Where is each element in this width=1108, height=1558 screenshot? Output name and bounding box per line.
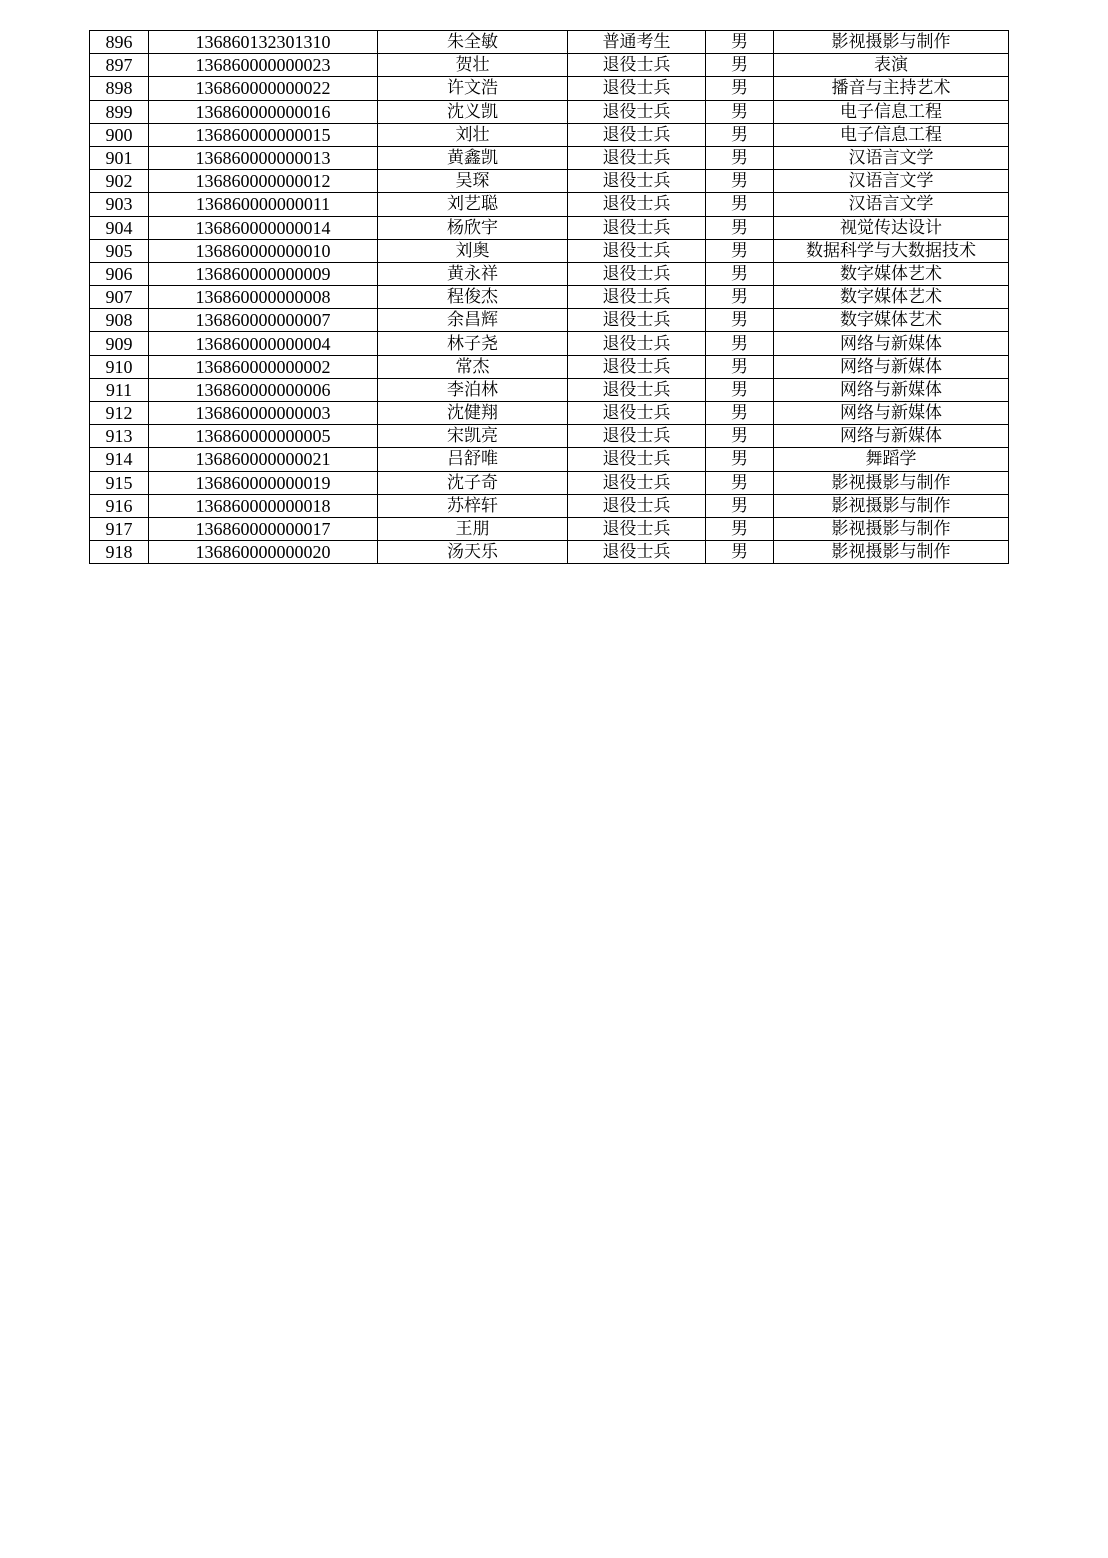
student-name-cell: 刘艺聪 bbox=[378, 193, 568, 216]
category-cell: 退役士兵 bbox=[568, 54, 706, 77]
seq-cell: 910 bbox=[90, 355, 149, 378]
student-name-cell: 林子尧 bbox=[378, 332, 568, 355]
table-row bbox=[90, 378, 1009, 401]
major-cell: 网络与新媒体 bbox=[774, 425, 1009, 448]
table-row bbox=[90, 448, 1009, 471]
exam-number-cell: 136860000000015 bbox=[149, 123, 378, 146]
table-row bbox=[90, 471, 1009, 494]
gender-cell: 男 bbox=[706, 239, 774, 262]
seq-cell: 902 bbox=[90, 170, 149, 193]
gender-cell: 男 bbox=[706, 541, 774, 564]
seq-cell: 914 bbox=[90, 448, 149, 471]
seq-cell: 900 bbox=[90, 123, 149, 146]
major-cell: 数字媒体艺术 bbox=[774, 309, 1009, 332]
gender-cell: 男 bbox=[706, 309, 774, 332]
table-row bbox=[90, 100, 1009, 123]
exam-number-cell: 136860000000009 bbox=[149, 262, 378, 285]
exam-number-cell: 136860000000007 bbox=[149, 309, 378, 332]
major-cell: 视觉传达设计 bbox=[774, 216, 1009, 239]
gender-cell: 男 bbox=[706, 54, 774, 77]
category-cell: 退役士兵 bbox=[568, 216, 706, 239]
seq-cell: 896 bbox=[90, 31, 149, 54]
table-row bbox=[90, 541, 1009, 564]
major-cell: 网络与新媒体 bbox=[774, 332, 1009, 355]
seq-cell: 904 bbox=[90, 216, 149, 239]
table-row bbox=[90, 54, 1009, 77]
category-cell: 退役士兵 bbox=[568, 517, 706, 540]
gender-cell: 男 bbox=[706, 378, 774, 401]
table-row bbox=[90, 309, 1009, 332]
student-name-cell: 常杰 bbox=[378, 355, 568, 378]
category-cell: 退役士兵 bbox=[568, 77, 706, 100]
gender-cell: 男 bbox=[706, 77, 774, 100]
student-name-cell: 黄永祥 bbox=[378, 262, 568, 285]
exam-number-cell: 136860000000021 bbox=[149, 448, 378, 471]
seq-cell: 898 bbox=[90, 77, 149, 100]
table-row bbox=[90, 286, 1009, 309]
major-cell: 汉语言文学 bbox=[774, 170, 1009, 193]
table-row bbox=[90, 216, 1009, 239]
seq-cell: 917 bbox=[90, 517, 149, 540]
seq-cell: 907 bbox=[90, 286, 149, 309]
major-cell: 网络与新媒体 bbox=[774, 378, 1009, 401]
gender-cell: 男 bbox=[706, 402, 774, 425]
category-cell: 退役士兵 bbox=[568, 170, 706, 193]
major-cell: 数字媒体艺术 bbox=[774, 286, 1009, 309]
major-cell: 数字媒体艺术 bbox=[774, 262, 1009, 285]
category-cell: 退役士兵 bbox=[568, 332, 706, 355]
student-name-cell: 宋凯亮 bbox=[378, 425, 568, 448]
exam-number-cell: 136860000000004 bbox=[149, 332, 378, 355]
category-cell: 退役士兵 bbox=[568, 146, 706, 169]
exam-number-cell: 136860000000005 bbox=[149, 425, 378, 448]
seq-cell: 915 bbox=[90, 471, 149, 494]
student-name-cell: 沈健翔 bbox=[378, 402, 568, 425]
category-cell: 退役士兵 bbox=[568, 378, 706, 401]
category-cell: 退役士兵 bbox=[568, 471, 706, 494]
table-row bbox=[90, 123, 1009, 146]
major-cell: 影视摄影与制作 bbox=[774, 494, 1009, 517]
gender-cell: 男 bbox=[706, 216, 774, 239]
exam-number-cell: 136860000000013 bbox=[149, 146, 378, 169]
major-cell: 网络与新媒体 bbox=[774, 402, 1009, 425]
exam-number-cell: 136860000000014 bbox=[149, 216, 378, 239]
gender-cell: 男 bbox=[706, 332, 774, 355]
student-name-cell: 贺壮 bbox=[378, 54, 568, 77]
category-cell: 退役士兵 bbox=[568, 239, 706, 262]
student-name-cell: 李泊林 bbox=[378, 378, 568, 401]
student-name-cell: 沈义凯 bbox=[378, 100, 568, 123]
category-cell: 退役士兵 bbox=[568, 309, 706, 332]
gender-cell: 男 bbox=[706, 494, 774, 517]
gender-cell: 男 bbox=[706, 425, 774, 448]
category-cell: 退役士兵 bbox=[568, 123, 706, 146]
gender-cell: 男 bbox=[706, 123, 774, 146]
major-cell: 汉语言文学 bbox=[774, 146, 1009, 169]
category-cell: 普通考生 bbox=[568, 31, 706, 54]
gender-cell: 男 bbox=[706, 448, 774, 471]
seq-cell: 909 bbox=[90, 332, 149, 355]
gender-cell: 男 bbox=[706, 193, 774, 216]
table-body bbox=[90, 31, 1009, 564]
student-name-cell: 吕舒唯 bbox=[378, 448, 568, 471]
category-cell: 退役士兵 bbox=[568, 286, 706, 309]
gender-cell: 男 bbox=[706, 170, 774, 193]
student-name-cell: 许文浩 bbox=[378, 77, 568, 100]
major-cell: 电子信息工程 bbox=[774, 100, 1009, 123]
exam-number-cell: 136860000000017 bbox=[149, 517, 378, 540]
exam-number-cell: 136860000000008 bbox=[149, 286, 378, 309]
exam-number-cell: 136860000000006 bbox=[149, 378, 378, 401]
gender-cell: 男 bbox=[706, 262, 774, 285]
table-row bbox=[90, 170, 1009, 193]
gender-cell: 男 bbox=[706, 100, 774, 123]
major-cell: 影视摄影与制作 bbox=[774, 471, 1009, 494]
category-cell: 退役士兵 bbox=[568, 262, 706, 285]
student-name-cell: 黄鑫凯 bbox=[378, 146, 568, 169]
exam-number-cell: 136860000000018 bbox=[149, 494, 378, 517]
exam-number-cell: 136860132301310 bbox=[149, 31, 378, 54]
student-name-cell: 吴琛 bbox=[378, 170, 568, 193]
seq-cell: 906 bbox=[90, 262, 149, 285]
category-cell: 退役士兵 bbox=[568, 355, 706, 378]
major-cell: 电子信息工程 bbox=[774, 123, 1009, 146]
major-cell: 影视摄影与制作 bbox=[774, 31, 1009, 54]
student-name-cell: 王朋 bbox=[378, 517, 568, 540]
major-cell: 汉语言文学 bbox=[774, 193, 1009, 216]
seq-cell: 899 bbox=[90, 100, 149, 123]
major-cell: 数据科学与大数据技术 bbox=[774, 239, 1009, 262]
major-cell: 影视摄影与制作 bbox=[774, 517, 1009, 540]
seq-cell: 905 bbox=[90, 239, 149, 262]
category-cell: 退役士兵 bbox=[568, 193, 706, 216]
table-row bbox=[90, 262, 1009, 285]
table-row bbox=[90, 355, 1009, 378]
category-cell: 退役士兵 bbox=[568, 448, 706, 471]
student-name-cell: 刘奥 bbox=[378, 239, 568, 262]
table-row bbox=[90, 239, 1009, 262]
category-cell: 退役士兵 bbox=[568, 425, 706, 448]
exam-number-cell: 136860000000020 bbox=[149, 541, 378, 564]
major-cell: 影视摄影与制作 bbox=[774, 541, 1009, 564]
category-cell: 退役士兵 bbox=[568, 100, 706, 123]
exam-number-cell: 136860000000011 bbox=[149, 193, 378, 216]
student-name-cell: 汤天乐 bbox=[378, 541, 568, 564]
major-cell: 舞蹈学 bbox=[774, 448, 1009, 471]
category-cell: 退役士兵 bbox=[568, 541, 706, 564]
major-cell: 网络与新媒体 bbox=[774, 355, 1009, 378]
exam-number-cell: 136860000000012 bbox=[149, 170, 378, 193]
table-row bbox=[90, 517, 1009, 540]
exam-number-cell: 136860000000016 bbox=[149, 100, 378, 123]
student-name-cell: 刘壮 bbox=[378, 123, 568, 146]
seq-cell: 903 bbox=[90, 193, 149, 216]
exam-number-cell: 136860000000010 bbox=[149, 239, 378, 262]
table-row bbox=[90, 494, 1009, 517]
student-name-cell: 杨欣宇 bbox=[378, 216, 568, 239]
exam-number-cell: 136860000000002 bbox=[149, 355, 378, 378]
student-name-cell: 程俊杰 bbox=[378, 286, 568, 309]
seq-cell: 901 bbox=[90, 146, 149, 169]
table-row bbox=[90, 77, 1009, 100]
exam-number-cell: 136860000000023 bbox=[149, 54, 378, 77]
exam-number-cell: 136860000000022 bbox=[149, 77, 378, 100]
exam-number-cell: 136860000000003 bbox=[149, 402, 378, 425]
gender-cell: 男 bbox=[706, 471, 774, 494]
table-row bbox=[90, 332, 1009, 355]
major-cell: 播音与主持艺术 bbox=[774, 77, 1009, 100]
category-cell: 退役士兵 bbox=[568, 402, 706, 425]
admission-list-table bbox=[89, 30, 1009, 564]
table-row bbox=[90, 31, 1009, 54]
exam-number-cell: 136860000000019 bbox=[149, 471, 378, 494]
student-name-cell: 苏梓轩 bbox=[378, 494, 568, 517]
gender-cell: 男 bbox=[706, 286, 774, 309]
table-row bbox=[90, 402, 1009, 425]
table-row bbox=[90, 193, 1009, 216]
seq-cell: 912 bbox=[90, 402, 149, 425]
table-row bbox=[90, 425, 1009, 448]
seq-cell: 908 bbox=[90, 309, 149, 332]
seq-cell: 916 bbox=[90, 494, 149, 517]
student-name-cell: 余昌辉 bbox=[378, 309, 568, 332]
category-cell: 退役士兵 bbox=[568, 494, 706, 517]
seq-cell: 913 bbox=[90, 425, 149, 448]
seq-cell: 918 bbox=[90, 541, 149, 564]
major-cell: 表演 bbox=[774, 54, 1009, 77]
seq-cell: 897 bbox=[90, 54, 149, 77]
gender-cell: 男 bbox=[706, 355, 774, 378]
seq-cell: 911 bbox=[90, 378, 149, 401]
gender-cell: 男 bbox=[706, 146, 774, 169]
gender-cell: 男 bbox=[706, 31, 774, 54]
student-name-cell: 沈子奇 bbox=[378, 471, 568, 494]
student-name-cell: 朱全敏 bbox=[378, 31, 568, 54]
table-row bbox=[90, 146, 1009, 169]
gender-cell: 男 bbox=[706, 517, 774, 540]
